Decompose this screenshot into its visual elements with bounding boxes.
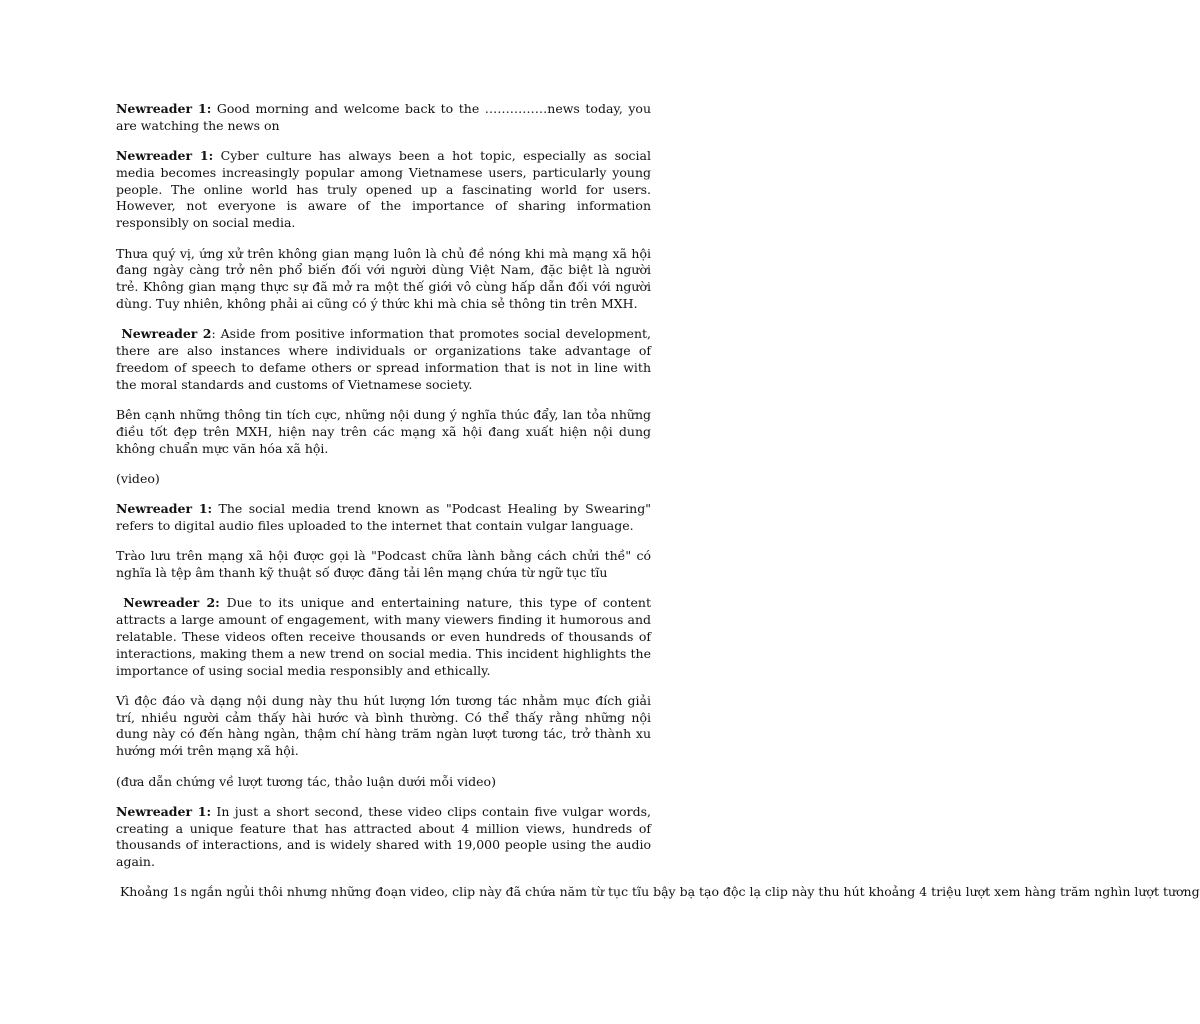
paragraph-text: (đưa dẫn chứng về lượt tương tác, thảo luận dưới mỗi video) [116,773,496,789]
paragraph-9 [116,595,651,679]
paragraph-4 [116,326,651,393]
paragraph-11 [116,774,651,791]
paragraph-3 [116,246,651,313]
paragraph-5 [116,407,651,457]
paragraph-text: : Aside from positive information that promotes social development, there are also instances where individuals or organizations take advantage of freedom of speech to defame others or spread information that is not in line with the moral standards and customs of Vietnamese society. [116,326,651,392]
document-page [116,101,1200,915]
paragraph-1 [116,101,651,135]
paragraph-text: Vì độc đáo và dạng nội dung này thu hút lượng lớn tương tác nhằm mục đích giải trí, nhiều người cảm thấy hài hước và bình thường. Có thể thấy rằng những nội dung này có đến hàng ngàn, thậm chí hàng trăm ngàn lượt tương tác, trở thành xu hướng mới trên mạng xã hội. [116,692,651,759]
speaker-label: Newreader 2: [116,595,220,611]
paragraph-6 [116,471,651,488]
speaker-label: Newreader 1: [116,803,212,819]
paragraph-text: Bên cạnh những thông tin tích cực, những nội dung ý nghĩa thúc đẩy, lan tỏa những điều tốt đẹp trên MXH, hiện nay trên các mạng xã hội đang xuất hiện nội dung không chuẩn mực văn hóa xã hội. [116,406,651,456]
paragraph-8 [116,548,651,582]
speaker-label: Newreader 1: [116,101,212,116]
paragraph-7 [116,501,651,535]
paragraph-text: Cyber culture has always been a hot topic, especially as social media becomes increasingly popular among Vietnamese users, particularly young people. The online world has truly opened up a fascinating world for users. However, not everyone is aware of the importance of sharing information responsibly on social media. [116,148,651,231]
paragraph-text: Khoảng 1s ngắn ngủi thôi nhưng những đoạn video, clip này đã chứa năm từ tục tĩu bậy bạ tạo độc lạ clip này thu hút khoảng 4 triệu lượt xem hàng trăm nghìn lượt tương [116,884,1200,900]
speaker-label: Newreader 1: [116,148,214,164]
speaker-label: Newreader 2 [116,326,212,342]
paragraph-text: Due to its unique and entertaining nature, this type of content attracts a large amount of engagement, with many viewers finding it humorous and relatable. These videos often receive thousands or even hundreds of thousands of interactions, making them a new trend on social media. This incident highlights the importance of using social media responsibly and ethically. [116,595,651,678]
paragraph-text: In just a short second, these video clips contain five vulgar words, creating a unique feature that has attracted about 4 million views, hundreds of thousands of interactions, and is widely shared with 19,000 people using the audio again. [116,803,651,870]
paragraph-12 [116,804,651,871]
paragraph-13 [116,884,1200,901]
speaker-label: Newreader 1: [116,501,213,517]
paragraph-2 [116,148,651,232]
paragraph-10 [116,693,651,760]
paragraph-text: The social media trend known as "Podcast Healing by Swearing" refers to digital audio files uploaded to the internet that contain vulgar language. [116,501,651,533]
paragraph-text: Thưa quý vị, ứng xử trên không gian mạng luôn là chủ đề nóng khi mà mạng xã hội đang ngày càng trở nên phổ biến đối với người dùng Việt Nam, đặc biệt là người trẻ. Không gian mạng thực sự đã mở ra một thế giới vô cùng hấp dẫn đối với người dùng. Tuy nhiên, không phải ai cũng có ý thức khi mà chia sẻ thông tin trên MXH. [116,245,651,311]
paragraph-text: (video) [116,470,160,486]
paragraph-text: Trào lưu trên mạng xã hội được gọi là "Podcast chữa lành bằng cách chửi thề" có nghĩa là tệp âm thanh kỹ thuật số được đăng tải lên mạng chứa từ ngữ tục tĩu [116,548,651,581]
paragraph-text: Good morning and welcome back to the ……………news today, you are watching the news on [116,101,651,133]
